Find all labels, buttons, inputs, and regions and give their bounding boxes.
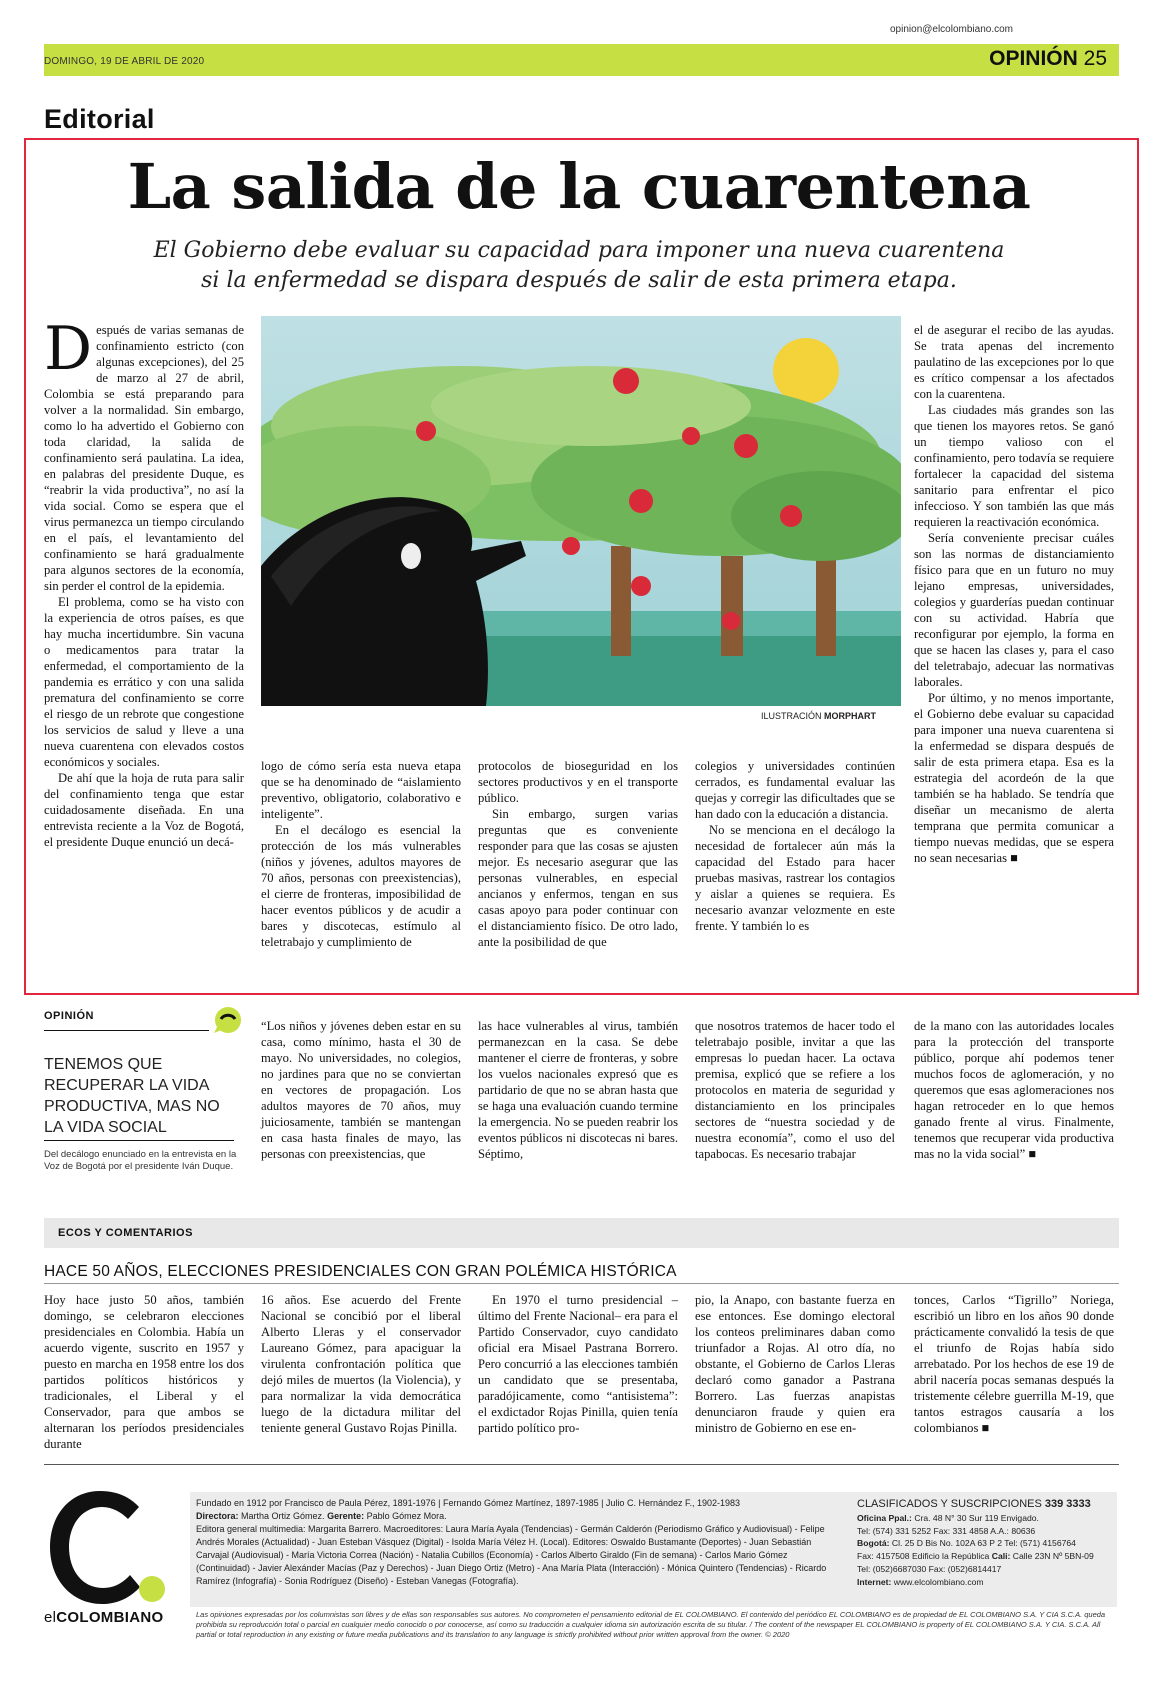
header-bar xyxy=(44,44,1119,76)
bogota-office xyxy=(857,1537,1115,1550)
legal-disclaimer: Las opiniones expresadas por los columnistas son libres y de ellas son responsables sus autores. No comprometen el pensamiento editorial de EL COLOMBIANO. El contenido del periódico EL COLOMBIANO es de propiedad de EL COLOMBIANO S.A. Y CIA S.C.A. queda prohibida su reproducción total o parcial en cualquier medio conocido o por conocerse, así como su traducción a cualquier idioma sin autorización escrita de su titular. / The content of the newspaper EL COLOMBIANO is property of EL COLOMBIANO S.A. Y CIA. S.C.A. All partial or total reproduction in any existing or future media publications and its translation to any language is strictly prohibited without prior written approval from the owner. © 2020 xyxy=(196,1610,1106,1639)
directora-label: Directora: xyxy=(196,1511,239,1521)
logo-wordmark xyxy=(44,1609,163,1626)
opinion-column-4 xyxy=(914,1018,1114,1162)
gerente-name: Pablo Gómez Mora. xyxy=(366,1511,447,1521)
paragraph xyxy=(44,314,244,594)
opinion-column-3 xyxy=(695,1018,895,1162)
section-name xyxy=(989,47,1107,71)
paragraph: De ahí que la hoja de ruta para salir del confinamiento tenga que estar cuidadosamente diseñada. En una entrevista reciente a la Voz de Bogotá, el presidente Duque enunció un decá- xyxy=(44,771,244,849)
ecos-column-3 xyxy=(478,1292,678,1436)
paragraph: Hoy hace justo 50 años, también domingo, se celebraron elecciones presidenciales en Colombia. Había un acuerdo vigente, suscrito en 1957 y puesto en marcha en 1958 entre los dos partidos políticos históricos y tradicionales, el Liberal y el Conservador, para que ambos se alternaran los períodos presidenciales durante xyxy=(44,1293,244,1451)
editorial-column-2 xyxy=(261,758,461,950)
elcolombiano-logo xyxy=(44,1485,169,1610)
ecos-column-4 xyxy=(695,1292,895,1436)
office-label: Oficina Ppal.: xyxy=(857,1513,912,1523)
paragraph: Por último, y no menos importante, el Gobierno debe evaluar su capacidad para imponer una nueva cuarentena si la enfermedad se dispara después de salir de esta primera etapa. Esa es la estrategia del acordeón de la que también se ha hablado. Se tendría que diseñar un mecanismo de alerta temprana que permita comunicar a tiempo nuevas medidas, que se espera no sean necesarias ■ xyxy=(914,691,1114,865)
masthead-contact xyxy=(857,1497,1115,1588)
classifieds-label: CLASIFICADOS Y SUSCRIPCIONES xyxy=(857,1498,1042,1510)
opinion-rule-2 xyxy=(44,1140,234,1141)
ecos-bar xyxy=(44,1218,1119,1248)
office-address: Cra. 48 N° 30 Sur 119 Envigado. xyxy=(914,1513,1039,1523)
section-label: OPINIÓN xyxy=(989,47,1078,70)
cali-phone: Tel: (052)6687030 Fax: (052)6814417 xyxy=(857,1563,1002,1574)
page-number: 25 xyxy=(1083,47,1107,70)
editorial-kicker: Editorial xyxy=(44,104,155,134)
logo-text-main: COLOMBIANO xyxy=(56,1609,164,1626)
main-office xyxy=(857,1512,1115,1525)
editorial-column-4 xyxy=(695,758,895,934)
paragraph: tonces, Carlos “Tigrillo” Noriega, escribió un libro en los años 90 donde prácticamente convalidó la tesis de que el triunfo de Rojas había sido arrebatado. Por los hechos de ese 19 de abril nacería pocas semanas después la tristemente célebre guerrilla M-19, que tantos estragos causaría a los colombianos ■ xyxy=(914,1293,1114,1435)
website-link[interactable]: www.elcolombiano.com xyxy=(893,1576,984,1587)
classifieds-phone: 339 3333 xyxy=(1044,1498,1091,1510)
internet xyxy=(857,1576,1115,1589)
paragraph: 16 años. Ese acuerdo del Frente Nacional se concibió por el liberal Alberto Lleras y el conservador Laureano Gómez, para apaciguar la virulenta confrontación política que dejó miles de muertos (la Violencia), y para normalizar la vida democrática luego de la dictadura militar del teniente general Gustavo Rojas Pinilla. xyxy=(261,1293,461,1435)
issue-date: DOMINGO, 19 DE ABRIL DE 2020 xyxy=(44,56,205,67)
editorial-deck xyxy=(0,236,1158,296)
paragraph: colegios y universidades continúen cerrados, es fundamental evaluar las quejas y corregir las dificultades que se han dado con la educación a distancia. xyxy=(695,759,895,821)
paragraph: pio, la Anapo, con bastante fuerza en ese entonces. Ese domingo electoral los conteos preliminares daban como triunfador a Rojas. Al otro día, no obstante, el Gobierno de Carlos Lleras declaró como ganador a Pastrana Borrero. Las fuerzas anapistas denunciaron fraude y quien era ministro de Gobierno en ese en- xyxy=(695,1293,895,1435)
founders: Fundado en 1912 por Francisco de Paula Pérez, 1891-1976 | Fernando Gómez Martínez, 1897-1985 | Julio C. Hernández F., 1902-1983 xyxy=(196,1498,741,1508)
paragraph: “Los niños y jóvenes deben estar en su casa, como mínimo, hasta el 30 de mayo. No universidades, no colegios, no jardines para que no se conviertan en vectores de propagación. Los adultos mayores de 70 años, muy juiciosamente, también se mantengan en casa hasta finales de mayo, las personas con preexistencias, que xyxy=(261,1019,461,1161)
paragraph-text: espués de varias semanas de confinamiento estricto (con algunas excepciones), del 25 de marzo al 27 de abril, Colombia se está preparando para volver a la normalidad. Sin embargo, como lo ha advertido el Gobierno con toda claridad, la salida de confinamiento será paulatina. La idea, en palabras del presidente Duque, es “reabrir la vida productiva”, no así la vida social. Como se espera que el virus permanezca un tiempo circulando en el país, el levantamiento del confinamiento se hará gradualmente para algunos sectores de la economía, sin perder el control de la epidemia. xyxy=(44,323,244,593)
opinion-caption: Del decálogo enunciado en la entrevista en la Voz de Bogotá por el presidente Iván Duque. xyxy=(44,1149,237,1172)
cali-label: Cali: xyxy=(991,1551,1011,1562)
ecos-column-5 xyxy=(914,1292,1114,1436)
ecos-rule xyxy=(44,1283,1119,1284)
paragraph: el de asegurar el recibo de las ayudas. Se trata apenas del incremento paulatino de las excepciones por lo que es crítico compensar a los afectados con la cuarentena. xyxy=(914,323,1114,401)
main-phone: Tel: (574) 331 5252 Fax: 331 4858 A.A.: 80636 xyxy=(857,1525,1036,1536)
ecos-label: ECOS Y COMENTARIOS xyxy=(58,1227,193,1239)
speech-bubble-icon xyxy=(212,1005,242,1035)
cali-address: Calle 23N Nº 5BN-09 xyxy=(1012,1551,1094,1562)
ecos-column-2 xyxy=(261,1292,461,1436)
paragraph: En 1970 el turno presidencial –último del Frente Nacional– era para el Partido Conservador, cuyo candidato oficial era Misael Pastrana Borrero. Pero concurrió a las elecciones también un candidato que se presentaba, paradójicamente, como “antisistema”: el exdictador Rojas Pinilla, quien tenía partido político pro- xyxy=(478,1293,678,1435)
credit-name: MORPHART xyxy=(824,711,877,721)
ecos-column-1 xyxy=(44,1292,244,1452)
editors-list: Editora general multimedia: Margarita Barrero. Macroeditores: Laura María Ayala (Tendencias) - Germán Calderón (Periodismo Gráfico y Audiovisual) - Felipe Andrés Morales (Actualidad) - Juan Esteban Vásquez (Digital) - Isolda María Vélez H. (Local). Editores: Oswaldo Bustamante (Deportes) - Juan Sebastián Carvajal (Audiovisual) - María Victoria Correa (Nación) - Natalia Cubillos (Economía) - Carlos Alberto Giraldo (Fin de semana) - Carlos Mario Gómez (Continuidad) - Javier Alexánder Macías (Paz y Derechos) - Juan Diego Ortiz (Metro) - Ana María Plata (Interacción) - Mónica Quintero (Tendencias) - Ricardo Ramírez (Infografía) - Sonia Rodríguez (Diseño) - Esteban Vanegas (Fotografía). xyxy=(196,1524,827,1586)
paragraph: las hace vulnerables al virus, también permanezcan en la casa. Se debe mantener el cierre de fronteras, y sobre los vuelos nacionales expresó que es partidario de que no se abran hasta que se haga una evaluación cuando termine la emergencia. No se pueden reabrir los eventos públicos ni discotecas ni bares. Séptimo, xyxy=(478,1019,678,1161)
opinion-pull-quote: TENEMOS QUE RECUPERAR LA VIDA PRODUCTIVA, MAS NO LA VIDA SOCIAL xyxy=(44,1056,220,1136)
editorial-column-1 xyxy=(44,314,244,850)
paragraph: logo de cómo sería esta nueva etapa que se ha denominado de “aislamiento preventivo, obligatorio, colaborativo e inteligente”. xyxy=(261,759,461,821)
masthead-staff xyxy=(196,1497,836,1588)
credit-label: ILUSTRACIÓN xyxy=(761,711,822,721)
bogota-label: Bogotá: xyxy=(857,1538,890,1549)
opinion-column-2 xyxy=(478,1018,678,1162)
bogota-fax: Fax: 4157508 Edificio la República xyxy=(857,1551,990,1562)
management xyxy=(196,1510,836,1523)
editorial-column-5 xyxy=(914,322,1114,866)
paragraph: que nosotros tratemos de hacer todo el teletrabajo posible, invitar a que las empresas lo puedan hacer. La octava premisa, explicó que se refiere a los protocolos en materia de seguridad y distanciamiento en los principales sectores de “nuestra sociedad y de nuestra economía”, como el uso del tapabocas. Es necesario trabajar xyxy=(695,1019,895,1161)
paragraph: No se menciona en el decálogo la necesidad de fortalecer aún más la capacidad del Estado para hacer pruebas masivas, rastrear los contagios y aislar a quienes se requiera. Es necesario avanzar velozmente en este frente. Y también lo es xyxy=(695,823,895,933)
classifieds-heading xyxy=(857,1497,1115,1512)
opinion-label: OPINIÓN xyxy=(44,1010,94,1022)
editorial-illustration xyxy=(261,316,901,706)
illustration-art xyxy=(261,316,901,706)
bogota-address: Cl. 25 D Bis No. 102A 63 P 2 Tel: (571) 4156764 xyxy=(891,1538,1076,1549)
paragraph: de la mano con las autoridades locales para la protección del transporte público, porque ahí podemos tener muchos focos de aglomeración, y no queremos que esas aglomeraciones nos hagan retroceder en lo que hemos ganado frente al virus. Finalmente, tenemos que recuperar vida productiva mas no la vida social” ■ xyxy=(914,1019,1114,1161)
section-email: opinion@elcolombiano.com xyxy=(890,24,1013,35)
paragraph: El problema, como se ha visto con la experiencia de otros países, es que hay mucha incertidumbre. Sin vacuna o medicamentos para tratar la enfermedad, el comportamiento de la pandemia es errático y con una salida prematura del confinamiento se corre el riesgo de un rebrote que congestione los servicios de salud y lleve a una nueva cuarentena con elevados costos económicos y sociales. xyxy=(44,595,244,769)
opinion-rule xyxy=(44,1030,209,1031)
deck-line-1: El Gobierno debe evaluar su capacidad para imponer una nueva cuarentena xyxy=(153,238,1005,263)
logo-text-prefix: el xyxy=(44,1609,57,1626)
editorial-column-3 xyxy=(478,758,678,950)
illustration-credit xyxy=(761,711,876,721)
gerente-label: Gerente: xyxy=(327,1511,365,1521)
opinion-column-1 xyxy=(261,1018,461,1162)
ecos-title: HACE 50 AÑOS, ELECCIONES PRESIDENCIALES CON GRAN POLÉMICA HISTÓRICA xyxy=(44,1263,677,1280)
bogota-cali xyxy=(857,1550,1115,1563)
paragraph: Sería conveniente precisar cuáles son las normas de distanciamiento físico para que en un futuro no muy lejano empresas, universidades, colegios y guarderías puedan continuar con su actividad. Habría que reconfigurar por ejemplo, la forma en que se hacen las clases y, para el caso del teletrabajo, adecuar las normativas laborales. xyxy=(914,531,1114,689)
paragraph: protocolos de bioseguridad en los sectores productivos y en el transporte público. xyxy=(478,759,678,805)
editorial-headline: La salida de la cuarentena xyxy=(127,150,1031,223)
dropcap: D xyxy=(44,314,93,384)
paragraph: Sin embargo, surgen varias preguntas que es conveniente responder para que las cosas se ajusten mejor. Es necesario asegurar que las personas vulnerables, en especial ancianos y enfermos, tengan en sus casas apoyo para poder continuar con el distanciamiento físico. De otro lado, ante la posibilidad de que xyxy=(478,807,678,949)
ecos-bottom-rule xyxy=(44,1464,1119,1465)
directora-name: Martha Ortiz Gómez. xyxy=(241,1511,325,1521)
deck-line-2: si la enfermedad se dispara después de salir de esta primera etapa. xyxy=(201,268,957,293)
paragraph: Las ciudades más grandes son las que tienen los mayores retos. Se ganó un tiempo valioso con el confinamiento, pero todavía se requiere fortalecer la capacidad del sistema sanitario para enfrentar el pico infeccioso. Y son también las que más requieren la reactivación económica. xyxy=(914,403,1114,529)
paragraph: En el decálogo es esencial la protección de los más vulnerables (niños y jóvenes, adultos mayores de 70 años, personas con preexistencias), el cierre de fronteras, imposibilidad de hacer eventos públicos y de acudir a bares y discotecas, estímulo al teletrabajo y cumplimiento de xyxy=(261,823,461,949)
internet-label: Internet: xyxy=(857,1576,892,1587)
